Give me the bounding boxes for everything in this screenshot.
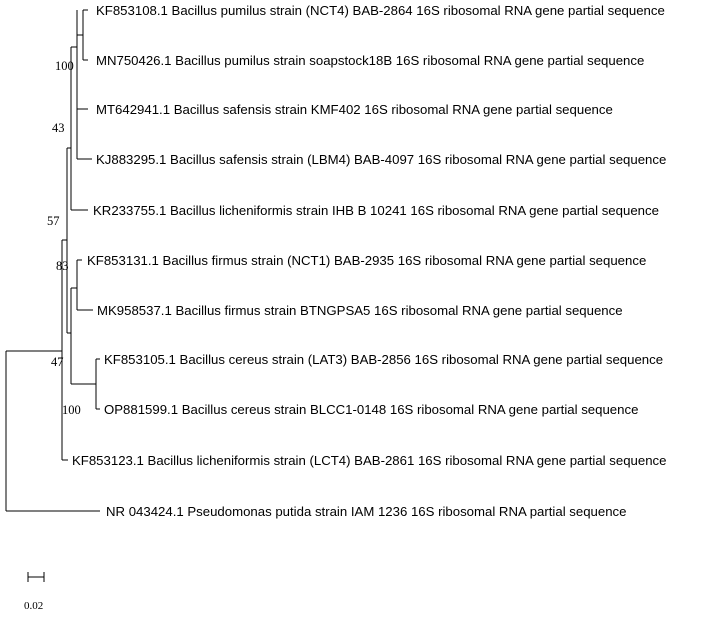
scale-bar — [24, 572, 44, 612]
tree-branches — [6, 10, 100, 511]
leaf-label: MN750426.1 Bacillus pumilus strain soapstock18B 16S ribosomal RNA gene partial sequence — [96, 53, 645, 68]
bootstrap-value: 100 — [55, 59, 74, 73]
leaf-label: KF853108.1 Bacillus pumilus strain (NCT4) BAB-2864 16S ribosomal RNA gene partial sequence — [96, 3, 665, 18]
leaf-label: KR233755.1 Bacillus licheniformis strain IHB B 10241 16S ribosomal RNA gene partial sequence — [93, 203, 659, 218]
leaf-label: KJ883295.1 Bacillus safensis strain (LBM4) BAB-4097 16S ribosomal RNA gene partial sequence — [96, 152, 667, 167]
leaf-label: NR 043424.1 Pseudomonas putida strain IAM 1236 16S ribosomal RNA partial sequence — [106, 504, 627, 519]
bootstrap-values — [47, 59, 81, 417]
leaf-label: KF853105.1 Bacillus cereus strain (LAT3) BAB-2856 16S ribosomal RNA gene partial sequence — [104, 352, 664, 367]
bootstrap-value: 57 — [47, 214, 60, 228]
scale-bar-label: 0.02 — [24, 600, 44, 612]
bootstrap-value: 83 — [56, 259, 69, 273]
leaf-labels — [72, 3, 666, 519]
leaf-label: MK958537.1 Bacillus firmus strain BTNGPSA5 16S ribosomal RNA gene partial sequence — [97, 303, 623, 318]
leaf-label: KF853131.1 Bacillus firmus strain (NCT1) BAB-2935 16S ribosomal RNA gene partial sequence — [87, 253, 647, 268]
leaf-label: OP881599.1 Bacillus cereus strain BLCC1-0148 16S ribosomal RNA gene partial sequence — [104, 402, 639, 417]
leaf-label: KF853123.1 Bacillus licheniformis strain (LCT4) BAB-2861 16S ribosomal RNA gene partial sequence — [72, 453, 667, 468]
bootstrap-value: 100 — [62, 403, 81, 417]
bootstrap-value: 43 — [52, 121, 65, 135]
bootstrap-value: 47 — [51, 355, 64, 369]
leaf-label: MT642941.1 Bacillus safensis strain KMF402 16S ribosomal RNA gene partial sequence — [96, 102, 613, 117]
